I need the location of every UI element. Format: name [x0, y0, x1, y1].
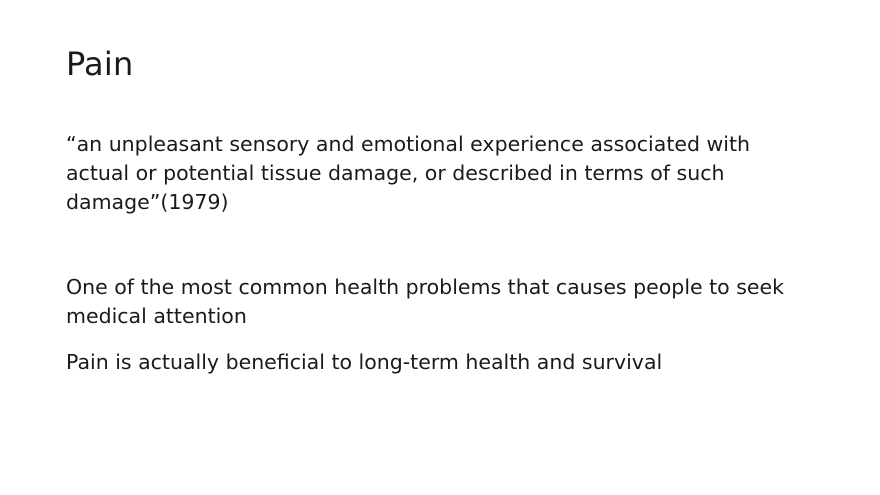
definition-paragraph: “an unpleasant sensory and emotional experience associated with actual or potential tissue damage, or described in terms of such damage”(1979): [66, 132, 750, 215]
slide-body: [66, 130, 806, 377]
prevalence-paragraph: One of the most common health problems that causes people to seek medical attention: [66, 275, 785, 329]
benefit-paragraph: Pain is actually beneficial to long-term health and survival: [66, 349, 663, 374]
page-title: Pain: [66, 45, 134, 84]
